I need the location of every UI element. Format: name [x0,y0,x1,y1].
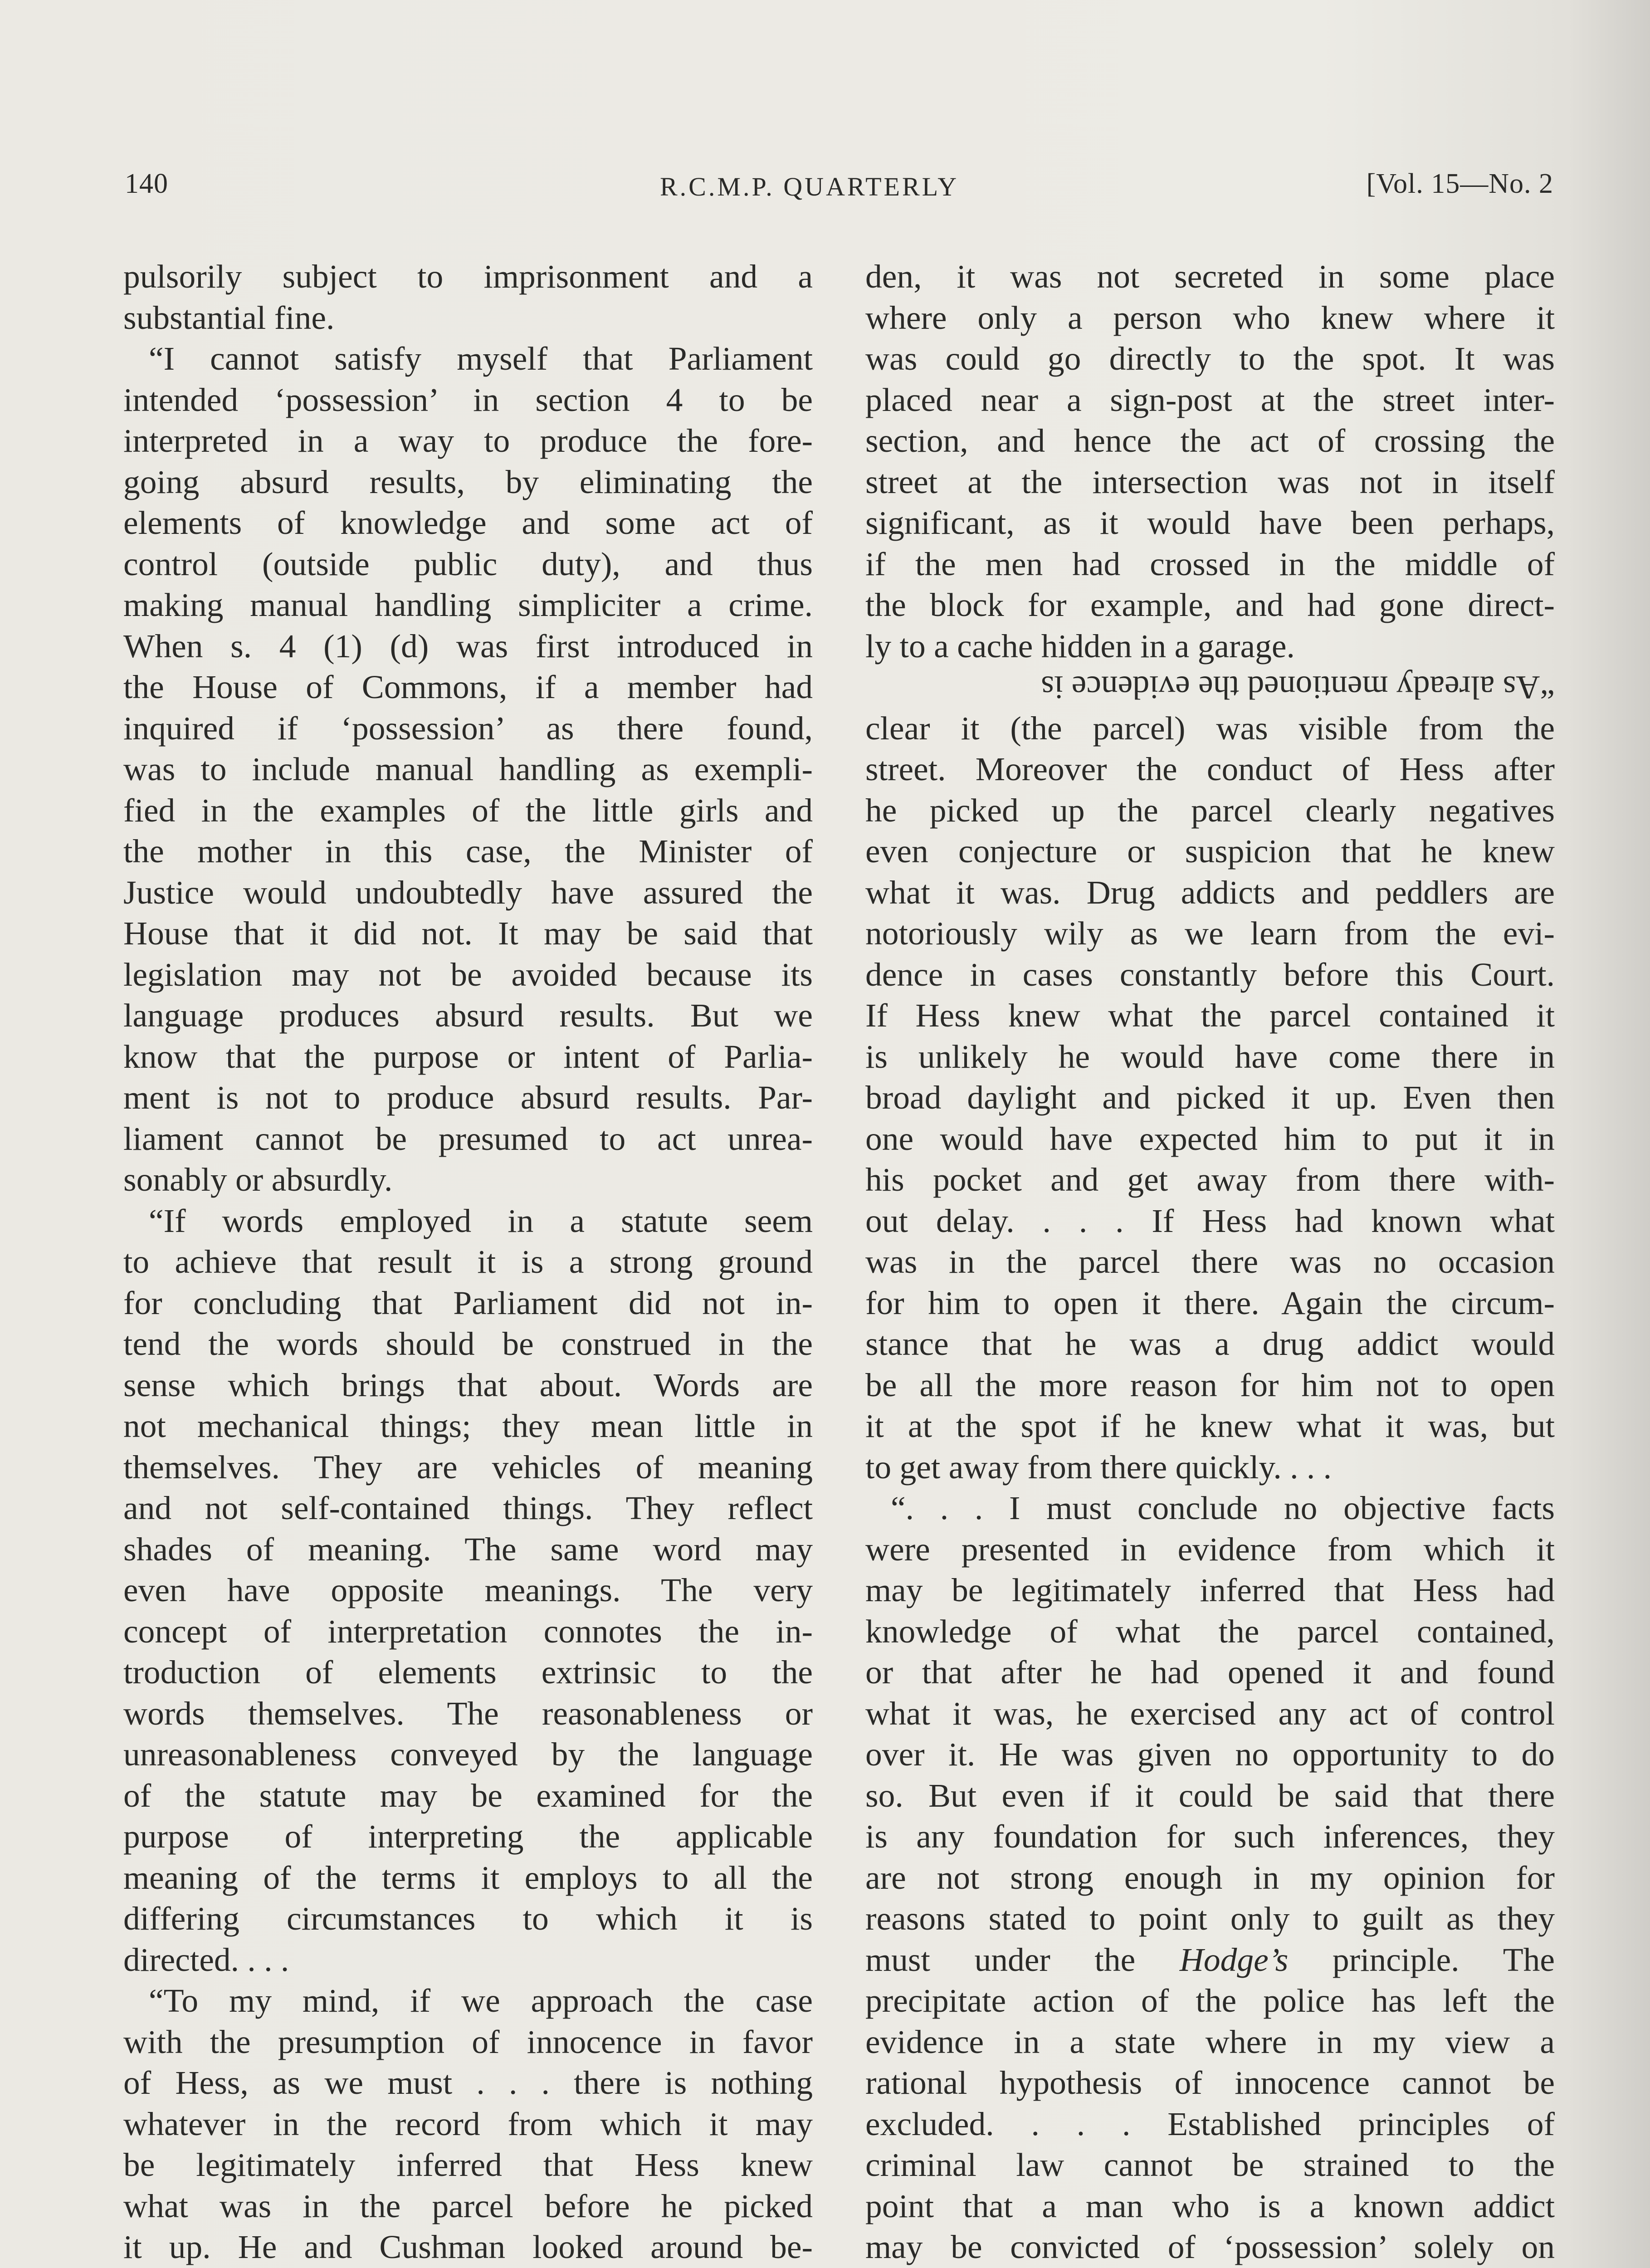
running-header [125,168,1553,222]
text-line: inquired if ‘possession’ as there found, [123,709,813,747]
text-line: substantial fine. [123,299,335,336]
text-line: notoriously wily as we learn from the evi- [865,915,1555,952]
paragraph [123,256,813,338]
text-line: interpreted in a way to produce the fore- [123,422,813,459]
text-line: be legitimately inferred that Hess knew [123,2146,813,2183]
text-line: for concluding that Parliament did not in- [123,1284,813,1321]
text-line: sonably or absurdly. [123,1161,393,1198]
text-line: he picked up the parcel clearly negatives [865,792,1555,829]
text-line: or that after he had opened it and found [865,1654,1555,1691]
text-line: to achieve that result it is a strong ground [123,1243,813,1280]
journal-title: R.C.M.P. QUARTERLY [660,172,959,201]
paragraph-body [865,1488,1555,1940]
text-line: may be convicted of ‘possession’ solely on [865,2229,1555,2265]
case-name: Hodge’s [1179,1941,1289,1978]
text-line: differing circumstances to which it is [123,1900,813,1937]
text-line: “. . . I must conclude no objective facts [891,1490,1555,1526]
text-line: When s. 4 (1) (d) was first introduced in [123,627,813,665]
text-line: broad daylight and picked it up. Even then [865,1079,1555,1116]
text-line: one would have expected him to put it in [865,1120,1555,1157]
text-line: even have opposite meanings. The very [123,1572,813,1608]
text-line: section, and hence the act of crossing the [865,422,1555,459]
text-line: so. But even if it could be said that there [865,1777,1555,1814]
text-line: den, it was not secreted in some place [865,258,1555,295]
text-line: precipitate action of the police has left the [865,1982,1555,2019]
text-line: for him to open it there. Again the circum- [865,1284,1555,1321]
right-column [865,256,1555,2268]
paragraph-body [865,708,1555,1488]
text-line: what was in the parcel before he picked [123,2187,813,2224]
italic-line [865,1940,1555,1981]
inverted-type-line: “As already mentioned the evidence is [1041,669,1555,706]
text-line: not mechanical things; they mean little in [123,1408,813,1444]
text-line: it up. He and Cushman looked around be- [123,2229,813,2265]
text-run: principle. The [1288,1941,1555,1978]
text-line: House that it did not. It may be said that [123,915,813,952]
paragraph [123,1201,813,1981]
text-line: dence in cases constantly before this Court. [865,956,1555,993]
text-line: ly to a cache hidden in a garage. [865,627,1295,665]
text-line: the mother in this case, the Minister of [123,833,813,870]
paragraph [865,256,1555,667]
text-line: “To my mind, if we approach the case [149,1982,813,2019]
text-line: “I cannot satisfy myself that Parliament [149,340,813,377]
text-line: what it was. Drug addicts and peddlers are [865,874,1555,911]
text-line: unreasonableness conveyed by the language [123,1736,813,1773]
text-line: purpose of interpreting the applicable [123,1818,813,1855]
text-line: making manual handling simpliciter a crime. [123,587,813,623]
text-line: even conjecture or suspicion that he knew [865,833,1555,870]
text-line: elements of knowledge and some act of [123,504,813,541]
text-line: control (outside public duty), and thus [123,545,813,582]
text-line: is unlikely he would have come there in [865,1038,1555,1075]
text-line: language produces absurd results. But we [123,997,813,1034]
text-line: know that the purpose or intent of Parlia- [123,1038,813,1075]
text-line: fied in the examples of the little girls and [123,792,813,829]
text-line: significant, as it would have been perhaps, [865,504,1555,541]
text-line: ment is not to produce absurd results. Par- [123,1079,813,1116]
text-line: pulsorily subject to imprisonment and a [123,258,813,295]
text-line: evidence in a state where in my view a [865,2023,1555,2060]
text-line: words themselves. The reasonableness or [123,1695,813,1732]
text-line: whatever in the record from which it may [123,2105,813,2142]
text-line: of Hess, as we must . . . there is nothing [123,2064,813,2101]
text-line: tend the words should be construed in the [123,1325,813,1362]
text-line: was could go directly to the spot. It was [865,340,1555,377]
text-line: intended ‘possession’ in section 4 to be [123,381,813,418]
text-line: his pocket and get away from there with- [865,1161,1555,1198]
text-line: going absurd results, by eliminating the [123,463,813,500]
text-line: rational hypothesis of innocence cannot be [865,2064,1555,2101]
text-line: criminal law cannot be strained to the [865,2146,1555,2183]
text-line: was in the parcel there was no occasion [865,1243,1555,1280]
paragraph [123,1980,813,2268]
text-line: Justice would undoubtedly have assured the [123,874,813,911]
text-line: street at the intersection was not in itself [865,463,1555,500]
text-line: legislation may not be avoided because its [123,956,813,993]
text-line: directed. . . . [123,1941,289,1978]
text-line: reasons stated to point only to guilt as they [865,1900,1555,1937]
text-line: it at the spot if he knew what it was, but [865,1408,1555,1444]
text-line: and not self-contained things. They reflect [123,1490,813,1526]
text-line: If Hess knew what the parcel contained it [865,997,1555,1034]
text-line: liament cannot be presumed to act unrea- [123,1120,813,1157]
volume-issue: [Vol. 15—No. 2 [1366,168,1553,199]
text-line: with the presumption of innocence in favor [123,2023,813,2060]
text-line: placed near a sign-post at the street inter- [865,381,1555,418]
text-line: the block for example, and had gone direct- [865,587,1555,623]
text-run: must under the [865,1941,1180,1978]
text-line: themselves. They are vehicles of meaning [123,1448,813,1486]
text-line: were presented in evidence from which it [865,1530,1555,1568]
text-line: excluded. . . . Established principles of [865,2105,1555,2142]
text-line: if the men had crossed in the middle of [865,545,1555,582]
text-line: what it was, he exercised any act of control [865,1695,1555,1732]
text-line: is any foundation for such inferences, they [865,1818,1555,1855]
text-line: out delay. . . . If Hess had known what [865,1202,1555,1239]
text-line: sense which brings that about. Words are [123,1366,813,1403]
left-column [123,256,813,2268]
text-line: where only a person who knew where it [865,299,1555,336]
text-line: the House of Commons, if a member had [123,669,813,705]
text-line: be all the more reason for him not to open [865,1366,1555,1403]
text-line: knowledge of what the parcel contained, [865,1613,1555,1650]
text-line: street. Moreover the conduct of Hess after [865,751,1555,787]
text-line: of the statute may be examined for the [123,1777,813,1814]
paragraph [865,667,1555,1488]
paragraph [865,1488,1555,2268]
text-line: clear it (the parcel) was visible from the [865,709,1555,747]
text-line: shades of meaning. The same word may [123,1530,813,1568]
paragraph [123,338,813,1201]
text-line: are not strong enough in my opinion for [865,1859,1555,1896]
text-line: “If words employed in a statute seem [149,1202,813,1239]
text-line: over it. He was given no opportunity to do [865,1736,1555,1773]
text-line: to get away from there quickly. . . . [865,1448,1332,1486]
text-line: concept of interpretation connotes the in- [123,1613,813,1650]
page-number: 140 [125,168,168,199]
text-line: was to include manual handling as exempli- [123,751,813,787]
text-line: meaning of the terms it employs to all the [123,1859,813,1896]
text-line: stance that he was a drug addict would [865,1325,1555,1362]
text-line: point that a man who is a known addict [865,2187,1555,2224]
text-line: may be legitimately inferred that Hess had [865,1572,1555,1608]
paragraph-body [865,1980,1555,2268]
text-line: troduction of elements extrinsic to the [123,1654,813,1691]
